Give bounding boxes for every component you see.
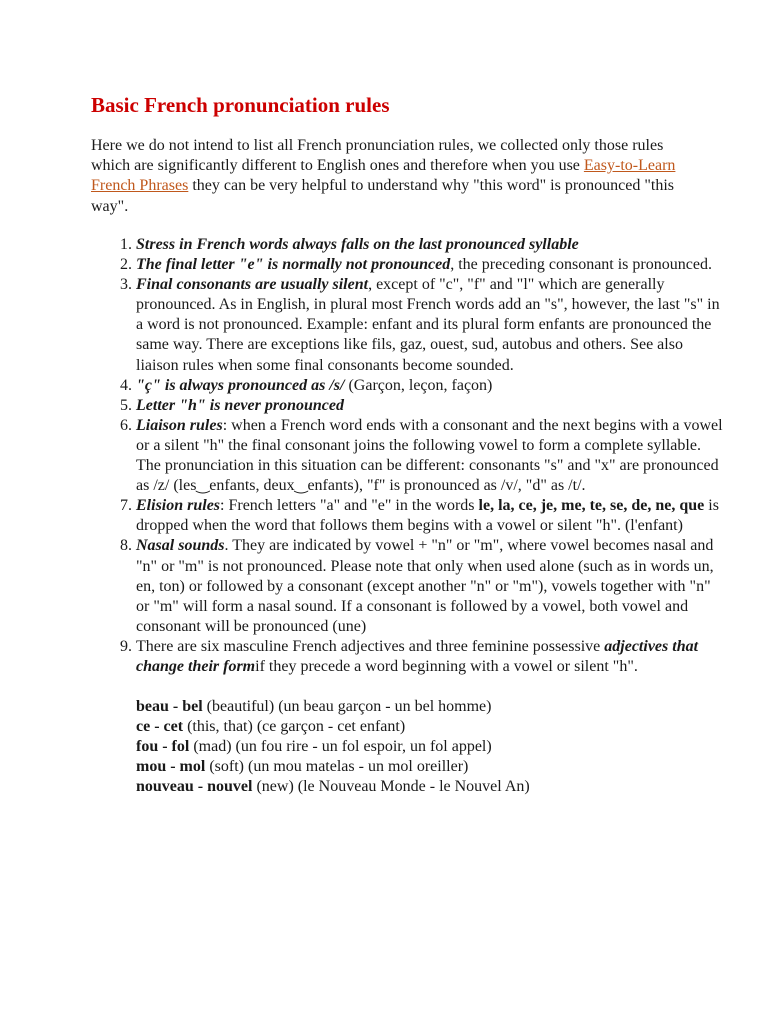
rule-cedilla-lead: "ç" is always pronounced as /s/ [136, 376, 345, 394]
rule-nasal-text: . They are indicated by vowel + "n" or "m", where vowel becomes nasal and "n" or "m" is not pronounced. Please note that only when used alone (such as in words un, en, ton) or followed by a consonant (except another "n" or "m"), vowels together with "n" or "m" will form a nasal sound. If a consonant is followed by a vowel, both vowel and consonant will be pronounced (une) [136, 537, 714, 635]
adjective-pair-row [136, 697, 726, 717]
adjective-pair-desc: (this, that) (ce garçon - cet enfant) [183, 718, 406, 736]
adjective-pair-word: ce - cet [136, 718, 184, 736]
rule-item-final-consonants [136, 275, 726, 375]
rule-item-liaison [136, 416, 726, 496]
rule-elision-words: le, la, ce, je, me, te, se, de, ne, que [478, 497, 705, 515]
rule-elision-text: : French letters "a" and "e" in the words [220, 497, 479, 515]
rule-item-cedilla [136, 376, 726, 396]
adjective-pair-word: beau - bel [136, 698, 203, 716]
rule-final-e-lead: The final letter "e" is normally not pronounced [136, 256, 451, 274]
intro-text-before: Here we do not intend to list all French pronunciation rules, we collected only those rules which are significantly different to English ones and therefore when you use [91, 137, 664, 175]
adjective-pair-row [136, 777, 726, 797]
rule-item-elision [136, 496, 726, 536]
rule-final-consonants-text: , except of "c", "f" and "l" which are generally pronounced. As in English, in plural most French words add an "s", however, the last "s" in a word is not pronounced. Example: enfant and its plural form enfants are pronounced the same way. There are exceptions like fils, gaz, ouest, sud, autobus and others. See also liaison rules when some final consonants become sounded. [136, 276, 720, 374]
adjective-pairs-list [136, 697, 726, 797]
rules-list [91, 235, 726, 798]
adjective-pair-desc: (beautiful) (un beau garçon - un bel homme) [202, 698, 492, 716]
adjective-pair-desc: (new) (le Nouveau Monde - le Nouvel An) [252, 778, 530, 796]
adjective-pair-desc: (soft) (un mou matelas - un mol oreiller) [205, 758, 469, 776]
rule-final-consonants-lead: Final consonants are usually silent [136, 276, 369, 294]
rule-stress-lead: Stress in French words always falls on the last pronounced syllable [136, 236, 579, 253]
rule-item-letter-h [136, 396, 726, 416]
rule-item-adjectives [136, 637, 726, 798]
adjective-pair-row [136, 757, 726, 777]
adjective-pair-word: fou - fol [136, 738, 190, 756]
phrases-link[interactable]: Easy-to-Learn French Phrases [91, 157, 676, 195]
rule-elision-text-end: is dropped when the word that follows them begins with a vowel or silent "h". (l'enfant) [136, 497, 719, 535]
rule-liaison-text: : when a French word ends with a consonant and the next begins with a vowel or a silent "h" the final consonant joins the following vowel to form a complete syllable. The pronunciation in this situation can be different: consonants "s" and "x" are pronounced as /z/ (les‿enfants, deux‿enfants), "f" is pronounced as /v/, "d" as /t/. [136, 416, 723, 495]
rule-nasal-lead: Nasal sounds [136, 537, 225, 555]
rule-letter-h-lead: Letter "h" is never pronounced [136, 396, 344, 414]
adjective-pair-word: nouveau - nouvel [136, 778, 253, 796]
rule-item-final-e [136, 255, 726, 275]
rule-liaison-lead: Liaison rules [136, 416, 223, 434]
page-title: Basic French pronunciation rules [91, 93, 390, 117]
rule-item-nasal [136, 536, 726, 636]
rule-adjectives-intro: There are six masculine French adjectives and three feminine possessive [136, 637, 605, 655]
intro-paragraph [91, 136, 676, 217]
rule-cedilla-text: (Garçon, leçon, façon) [344, 376, 493, 394]
rule-elision-lead: Elision rules [136, 497, 221, 515]
adjective-pair-desc: (mad) (un fou rire - un fol espoir, un fol appel) [189, 738, 492, 756]
rule-adjectives-text: if they precede a word beginning with a vowel or silent "h". [255, 657, 638, 675]
adjective-pair-word: mou - mol [136, 758, 206, 776]
intro-text-after: they can be very helpful to understand why "this word" is pronounced "this way". [91, 177, 675, 215]
adjective-pair-row [136, 737, 726, 757]
adjective-pair-row [136, 717, 726, 737]
rule-item-stress [136, 235, 726, 255]
rule-adjectives-lead: adjectives that change their form [136, 637, 699, 675]
rule-final-e-text: , the preceding consonant is pronounced. [450, 256, 712, 274]
